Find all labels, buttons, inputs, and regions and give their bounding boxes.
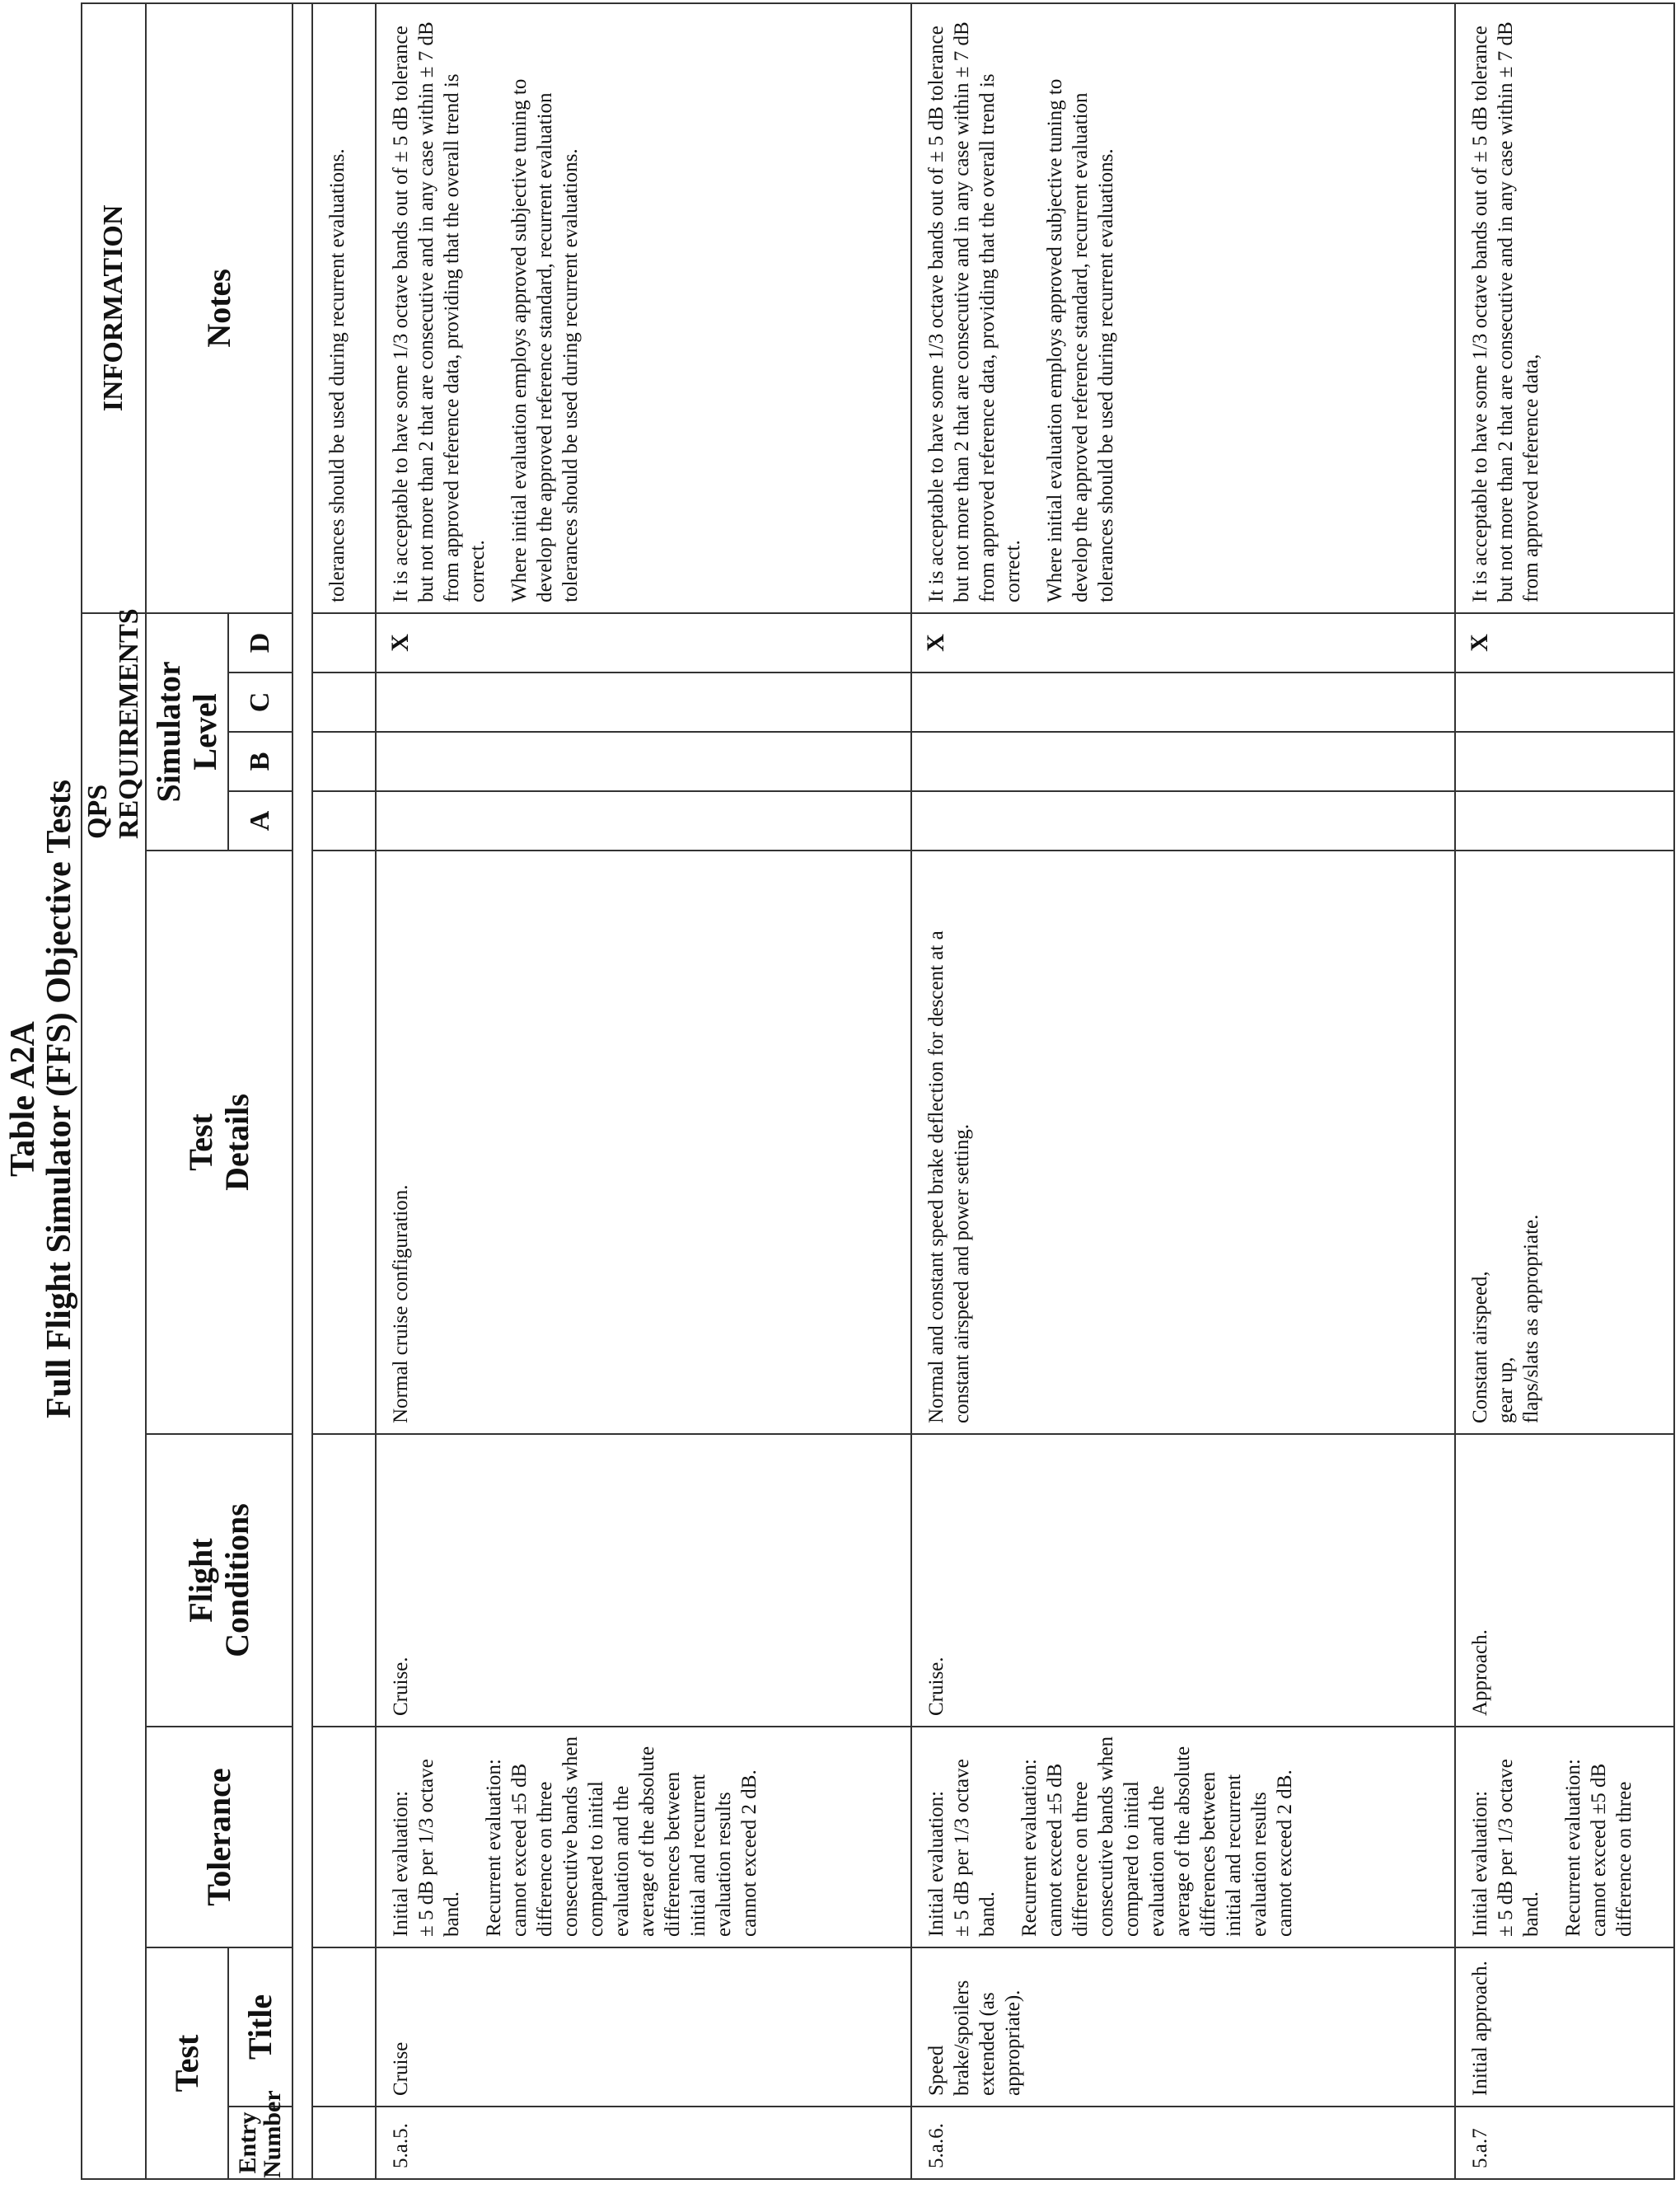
flight-conditions-cell: Cruise. [911,1434,1455,1727]
level-d-header: D [228,613,292,673]
level-d-cell [312,613,376,673]
tolerance-recurrent: Recurrent evaluation: cannot exceed ±5 dB difference on three consecutive bands when compared to initial evaluation and the average of the absolute differences between initial and recurrent evaluation results cannot exceed 2 dB. [1018,1736,1296,1937]
entry-number-cell: 5.a.6. [911,2107,1455,2179]
tolerance-header: Tolerance [146,1727,292,1947]
notes-cell [911,3,1455,613]
table-row [312,3,376,2179]
tolerance-cell [911,1727,1455,1947]
level-a-cell [376,791,911,851]
test-details-cell [312,851,376,1434]
header-row-1 [146,3,228,2179]
level-b-cell [376,732,911,791]
level-b-cell [1455,732,1674,791]
table-label: Table A2A [4,1021,42,1177]
level-d-cell: X [376,613,911,673]
notes-paragraph: tolerances should be used during recurrent evaluations. [326,148,349,602]
tolerance-recurrent: Recurrent evaluation: cannot exceed ±5 dB difference on three [1562,1759,1636,1937]
flight-conditions-cell: Cruise. [376,1434,911,1727]
level-a-cell [312,791,376,851]
level-a-cell [1455,791,1674,851]
title-cell: Cruise [376,1947,911,2107]
level-b-cell [312,732,376,791]
table-row [911,3,1455,2179]
title-cell: Initial approach. [1455,1947,1674,2107]
flight-conditions-cell [312,1434,376,1727]
entry-number-cell: 5.a.5. [376,2107,911,2179]
level-b-header: B [228,732,292,791]
title-header: Title [228,1947,292,2107]
notes-cell [312,3,376,613]
flight-conditions-header: Flight Conditions [146,1434,292,1727]
level-d-cell: X [911,613,1455,673]
tolerance-recurrent: Recurrent evaluation: cannot exceed ±5 dB difference on three consecutive bands when compared to initial evaluation and the average of the absolute differences between initial and recurrent evaluation results cannot exceed 2 dB. [483,1736,760,1937]
tolerance-initial: Initial evaluation: ± 5 dB per 1/3 octave band. [1469,1759,1542,1937]
table-heading [0,0,82,2198]
tolerance-cell [1455,1727,1674,1947]
test-details-cell: Normal and constant speed brake deflection for descent at a constant airspeed and power setting. [911,851,1455,1434]
notes-cell [376,3,911,613]
entry-number-cell: 5.a.7 [1455,2107,1674,2179]
tolerance-cell [312,1727,376,1947]
test-header: Test [146,1947,228,2179]
objective-tests-table [81,2,1675,2180]
information-band: INFORMATION [82,3,146,613]
notes-paragraph: Where initial evaluation employs approved subjective tuning to develop the approved reference standard, recurrent evaluation tolerances should be used during recurrent evaluations. [508,78,582,602]
level-c-cell [376,673,911,732]
table-title: Full Flight Simulator (FFS) Objective Tests [40,779,78,1419]
level-b-cell [911,732,1455,791]
title-cell: Speed brake/spoilers extended (as appropriate). [911,1947,1455,2107]
notes-paragraph: It is acceptable to have some 1/3 octave bands out of ± 5 dB tolerance but not more than 2 that are consecutive and in any case within ± 7 dB from approved reference data, providing that the overall trend is correct. [925,21,1024,602]
level-d-cell: X [1455,613,1674,673]
table-row [1455,3,1674,2179]
notes-paragraph: It is acceptable to have some 1/3 octave bands out of ± 5 dB tolerance but not more than 2 that are consecutive and in any case within ± 7 dB from approved reference data, providing that the overall trend is correct. [390,21,489,602]
test-details-header: Test Details [146,851,292,1434]
level-c-cell [312,673,376,732]
band-row [82,3,146,2179]
entry-number-header: Entry Number [228,2107,292,2179]
notes-paragraph: It is acceptable to have some 1/3 octave bands out of ± 5 dB tolerance but not more than 2 that are consecutive and in any case within ± 7 dB from approved reference data, [1469,21,1542,602]
level-a-header: A [228,791,292,851]
test-details-text: Constant airspeed, gear up, flaps/slats as appropriate. [1469,1214,1542,1423]
level-a-cell [911,791,1455,851]
spacer-row [292,3,312,2179]
title-cell [312,1947,376,2107]
notes-paragraph: Where initial evaluation employs approved subjective tuning to develop the approved reference standard, recurrent evaluation tolerances should be used during recurrent evaluations. [1044,78,1117,602]
tolerance-initial: Initial evaluation: ± 5 dB per 1/3 octave band. [390,1759,463,1937]
test-details-cell: Normal cruise configuration. [376,851,911,1434]
level-c-cell [911,673,1455,732]
level-c-cell [1455,673,1674,732]
tolerance-cell [376,1727,911,1947]
test-details-cell [1455,851,1674,1434]
entry-number-cell [312,2107,376,2179]
simulator-level-header: Simulator Level [146,613,228,851]
flight-conditions-cell: Approach. [1455,1434,1674,1727]
level-c-header: C [228,673,292,732]
qps-requirements-band: QPS REQUIREMENTS [82,613,146,851]
table-row [376,3,911,2179]
tolerance-initial: Initial evaluation: ± 5 dB per 1/3 octave band. [925,1759,999,1937]
notes-header: Notes [146,3,292,613]
notes-cell [1455,3,1674,613]
